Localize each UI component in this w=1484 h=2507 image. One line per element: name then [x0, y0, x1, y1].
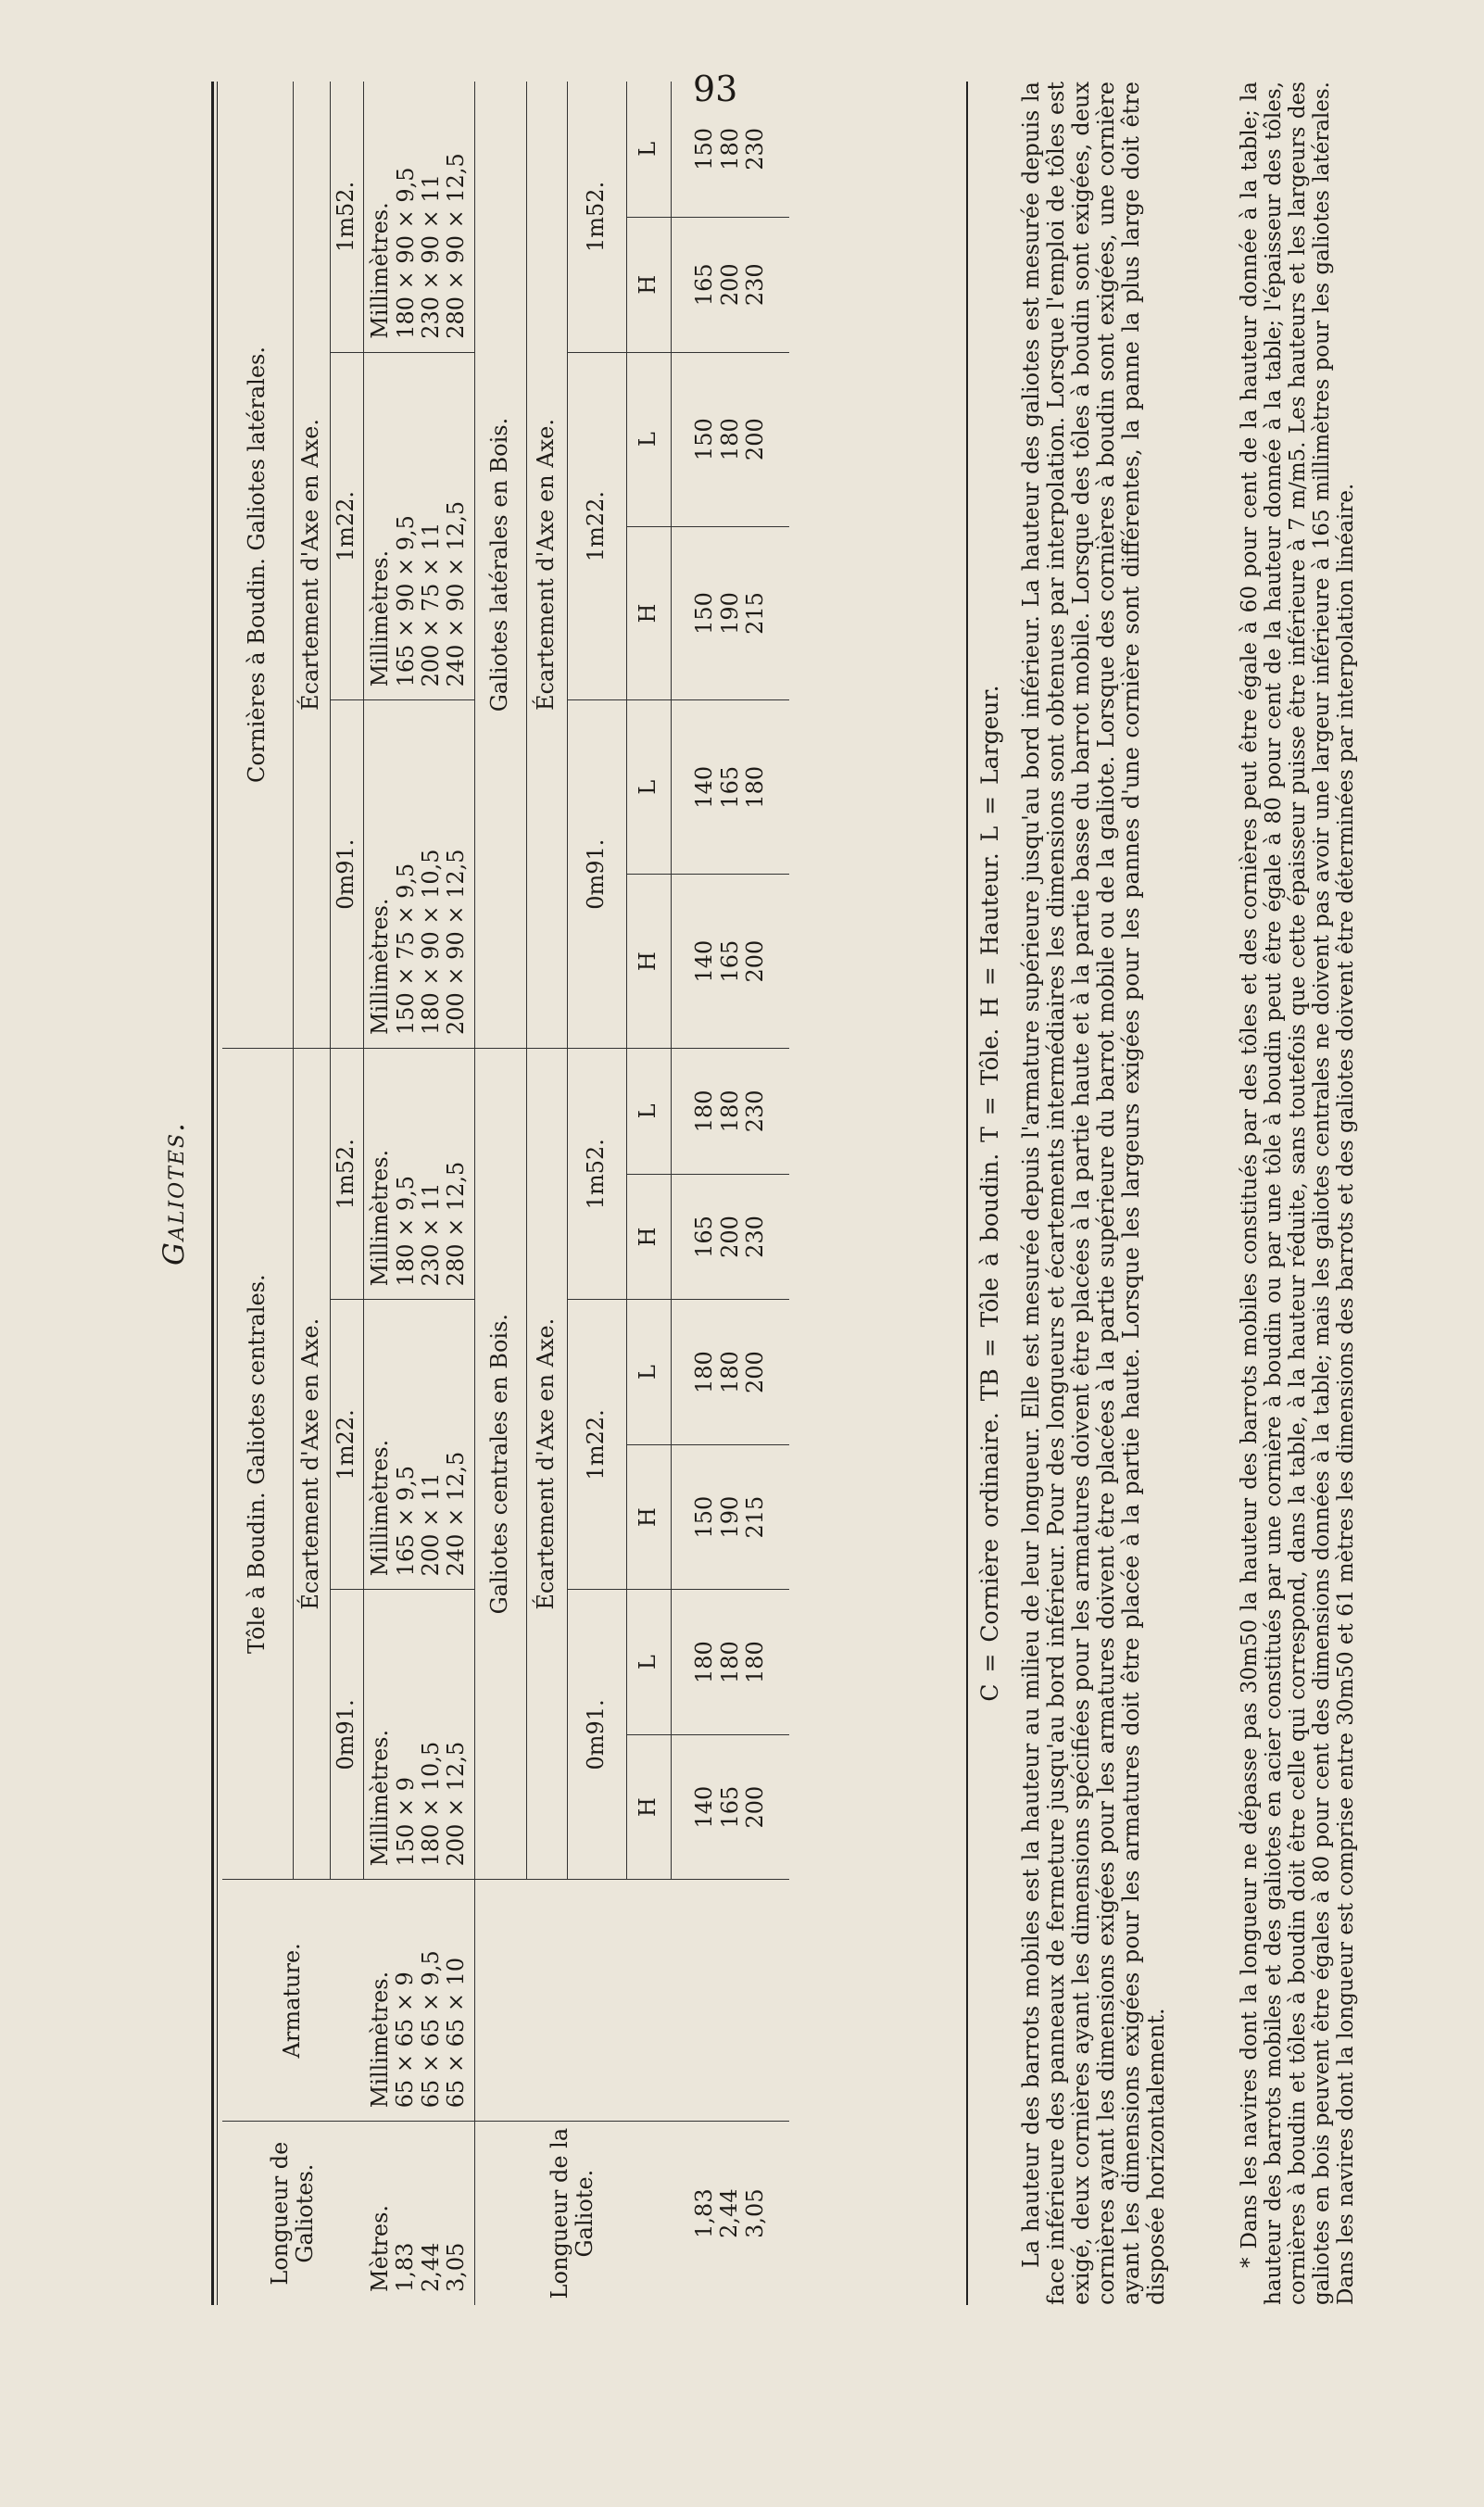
armature-1: 65 × 65 × 9 [392, 1972, 419, 2109]
laterales-091-l: 140 165 180 [671, 700, 789, 875]
corniere-091-2: 180 × 90 × 10,5 [418, 849, 444, 1035]
footnote: * Dans les navires dont la longueur ne dépasse pas 30m50 la hauteur des barrots mobiles constitués par des tôles et des cornières peut être égale à 60 pour cent de la hauteur donnée à la table; la hauteur des barrots mobiles et des galiotes en acier constitués par une cornière à boudin ou par une tôle à boudin peut être égale à 80 pour cent de la hauteur donnée à la table; l'épaisseur des tôles, cornières à boudin et tôles à boudin doit être celle qui correspond, dans la table, à la hauteur réduite, sans toutefois que cette épaisseur puisse être inférieure à 7 m/m5. Les hauteurs et les largeurs des galiotes en bois peuvent être égales à 80 pour cent des dimensions données à la table; mais les galiotes centrales ne doivent pas avoir une largeur inférieure à 165 millimètres pour les galiotes latérales. Dans les navires dont la longueur est comprise entre 30m50 et 61 mètres les dimensions des barrots et des galiotes doivent être déterminées par interpolation linéaire. [1238, 82, 1358, 2305]
page-number: 93 [693, 69, 738, 109]
spacing-tole-091: 0m91. [330, 1590, 363, 1880]
unit-millimetres: Millimètres. [367, 1439, 394, 1577]
spacing-tole-152: 1m52. [330, 1049, 363, 1300]
table-bottom-rule [966, 82, 968, 2305]
corniere-122-3: 240 × 90 × 12,5 [443, 500, 470, 687]
header-ecartement-tole: Écartement d'Axe en Axe. [293, 1049, 330, 1880]
laterales-122-h: 150 190 215 [671, 526, 789, 700]
hl-h: H [626, 526, 671, 700]
spacing-centrales-152: 1m52. [567, 1049, 626, 1300]
galiote-length-1: 1,83 [690, 2188, 717, 2238]
laterales-091-h: 140 165 200 [671, 875, 789, 1049]
hl-l: L [626, 82, 671, 217]
centrales-091-l: 180 180 180 [671, 1590, 789, 1735]
unit-millimetres: Millimètres. [367, 1971, 394, 2109]
header-ecartement-laterales: Écartement d'Axe en Axe. [526, 82, 567, 1049]
unit-millimetres: Millimètres. [367, 1149, 394, 1287]
hl-h: H [626, 217, 671, 352]
tole-122-1: 165 × 9,5 [392, 1466, 419, 1577]
corniere-152-1: 180 × 90 × 9,5 [392, 167, 419, 339]
centrales-152-h: 165 200 230 [671, 1174, 789, 1300]
tole-152-2: 230 × 11 [418, 1182, 444, 1287]
hl-h: H [626, 1444, 671, 1590]
length-1: 1,83 [392, 2242, 419, 2292]
corniere-091-3: 200 × 90 × 12,5 [443, 849, 470, 1035]
length-2: 2,44 [417, 2242, 444, 2292]
dimensions-table [222, 82, 789, 2305]
hl-l: L [626, 1049, 671, 1175]
header-tole-boudin: Tôle à Boudin. Galiotes centrales. [222, 1049, 293, 1880]
centrales-091-h: 140 165 200 [671, 1734, 789, 1880]
section-title: Galiotes. [157, 1121, 191, 1266]
top-rule-thin [217, 82, 218, 2305]
header-ecartement-centrales: Écartement d'Axe en Axe. [526, 1049, 567, 1880]
corniere-152-2: 230 × 90 × 11 [418, 174, 444, 339]
hl-h: H [626, 1174, 671, 1300]
armature-blank [474, 1880, 789, 2122]
tole-091-2: 180 × 10,5 [418, 1741, 444, 1867]
spacing-centrales-091: 0m91. [567, 1590, 626, 1880]
unit-millimetres: Millimètres. [367, 549, 394, 687]
hl-l: L [626, 1300, 671, 1445]
header-centrales-bois: Galiotes centrales en Bois. [474, 1049, 526, 1880]
spacing-tole-122: 1m22. [330, 1300, 363, 1590]
tole-122-3: 240 × 12,5 [443, 1451, 470, 1577]
body-paragraph: La hauteur des barrots mobiles est la hauteur au milieu de leur longueur. Elle est mesurée depuis l'armature supérieure jusqu'au bord inférieur. La hauteur des galiotes est mesurée depuis la face inférieure des panneaux de fermeture jusqu'au bord inférieur. Pour des longueurs et écartements intermédiaires les dimensions sont obtenues par interpolation. Lorsque l'emploi de tôles est exigé, deux cornières ayant les dimensions spécifiées pour les armatures doivent être placées à la partie haute et à la partie basse du barrot mobile. Lorsque des tôles à boudin sont exigées, deux cornières ayant les dimensions exigées pour les armatures doivent être placées à la partie supérieure du barrot mobile ou de la galiote. Lorsque des cornières à boudin sont exigées, une cornière ayant les dimensions exigées pour les armatures doit être placée à la partie haute. Lorsque les largeurs exigées pour les pannes d'une cornière sont différentes, la panne la plus large doit être disposée horizontalement. [1018, 82, 1169, 2305]
unit-millimetres: Millimètres. [367, 202, 394, 339]
armature-2: 65 × 65 × 9,5 [417, 1950, 444, 2109]
corniere-152-3: 280 × 90 × 12,5 [443, 153, 470, 339]
spacing-laterales-122: 1m22. [567, 352, 626, 700]
hl-l: L [626, 1590, 671, 1735]
laterales-152-h: 165 200 230 [671, 217, 789, 352]
hl-h: H [626, 1734, 671, 1880]
header-armature: Armature. [222, 1880, 363, 2122]
header-ecartement-corniere: Écartement d'Axe en Axe. [293, 82, 330, 1049]
hl-l: L [626, 352, 671, 526]
unit-millimetres: Millimètres. [367, 1729, 394, 1867]
tole-091-column [363, 1590, 474, 1880]
centrales-152-l: 180 180 230 [671, 1049, 789, 1175]
corniere-152-column [363, 82, 474, 352]
corniere-091-1: 150 × 75 × 9,5 [392, 863, 419, 1035]
galiote-length-2: 2,44 [716, 2188, 743, 2238]
tole-152-3: 280 × 12,5 [443, 1161, 470, 1287]
corniere-122-2: 200 × 75 × 11 [418, 522, 444, 687]
centrales-122-l: 180 180 200 [671, 1300, 789, 1445]
header-corniere-boudin: Cornières à Boudin. Galiotes latérales. [222, 82, 293, 1049]
lengths-column [363, 2122, 474, 2305]
header-longueur: Longueur de Galiotes. [266, 2141, 318, 2286]
tole-122-column [363, 1300, 474, 1590]
legend: C = Cornière ordinaire. TB = Tôle à boudin. T = Tôle. H = Hauteur. L = Largeur. [976, 685, 1003, 1702]
spacing-corniere-122: 1m22. [330, 352, 363, 700]
spacing-laterales-091: 0m91. [567, 700, 626, 1049]
corniere-122-column [363, 352, 474, 700]
tole-152-column [363, 1049, 474, 1300]
top-rule [211, 82, 214, 2305]
length-3: 3,05 [443, 2242, 470, 2292]
spacing-centrales-122: 1m22. [567, 1300, 626, 1590]
galiote-lengths [671, 2122, 789, 2305]
header-laterales-bois: Galiotes latérales en Bois. [474, 82, 526, 1049]
tole-091-1: 150 × 9 [392, 1776, 419, 1867]
galiote-length-3: 3,05 [741, 2188, 768, 2238]
spacing-laterales-152: 1m52. [567, 82, 626, 352]
armature-3: 65 × 65 × 10 [443, 1957, 470, 2109]
laterales-152-l: 150 180 230 [671, 82, 789, 217]
hl-l: L [626, 700, 671, 875]
laterales-122-l: 150 180 200 [671, 352, 789, 526]
centrales-122-h: 150 190 215 [671, 1444, 789, 1590]
tole-152-1: 180 × 9,5 [392, 1175, 419, 1287]
unit-millimetres: Millimètres. [367, 898, 394, 1035]
hl-h: H [626, 875, 671, 1049]
header-longueur-galiote: Longueur de la Galiote. [474, 2122, 671, 2305]
tole-122-2: 200 × 11 [418, 1472, 444, 1577]
corniere-122-1: 165 × 90 × 9,5 [392, 515, 419, 687]
spacing-corniere-091: 0m91. [330, 700, 363, 1049]
unit-metres: Mètres. [367, 2204, 394, 2292]
corniere-091-column [363, 700, 474, 1049]
tole-091-3: 200 × 12,5 [443, 1741, 470, 1867]
armature-column [363, 1880, 474, 2122]
spacing-corniere-152: 1m52. [330, 82, 363, 352]
rotated-content [156, 82, 1388, 2305]
